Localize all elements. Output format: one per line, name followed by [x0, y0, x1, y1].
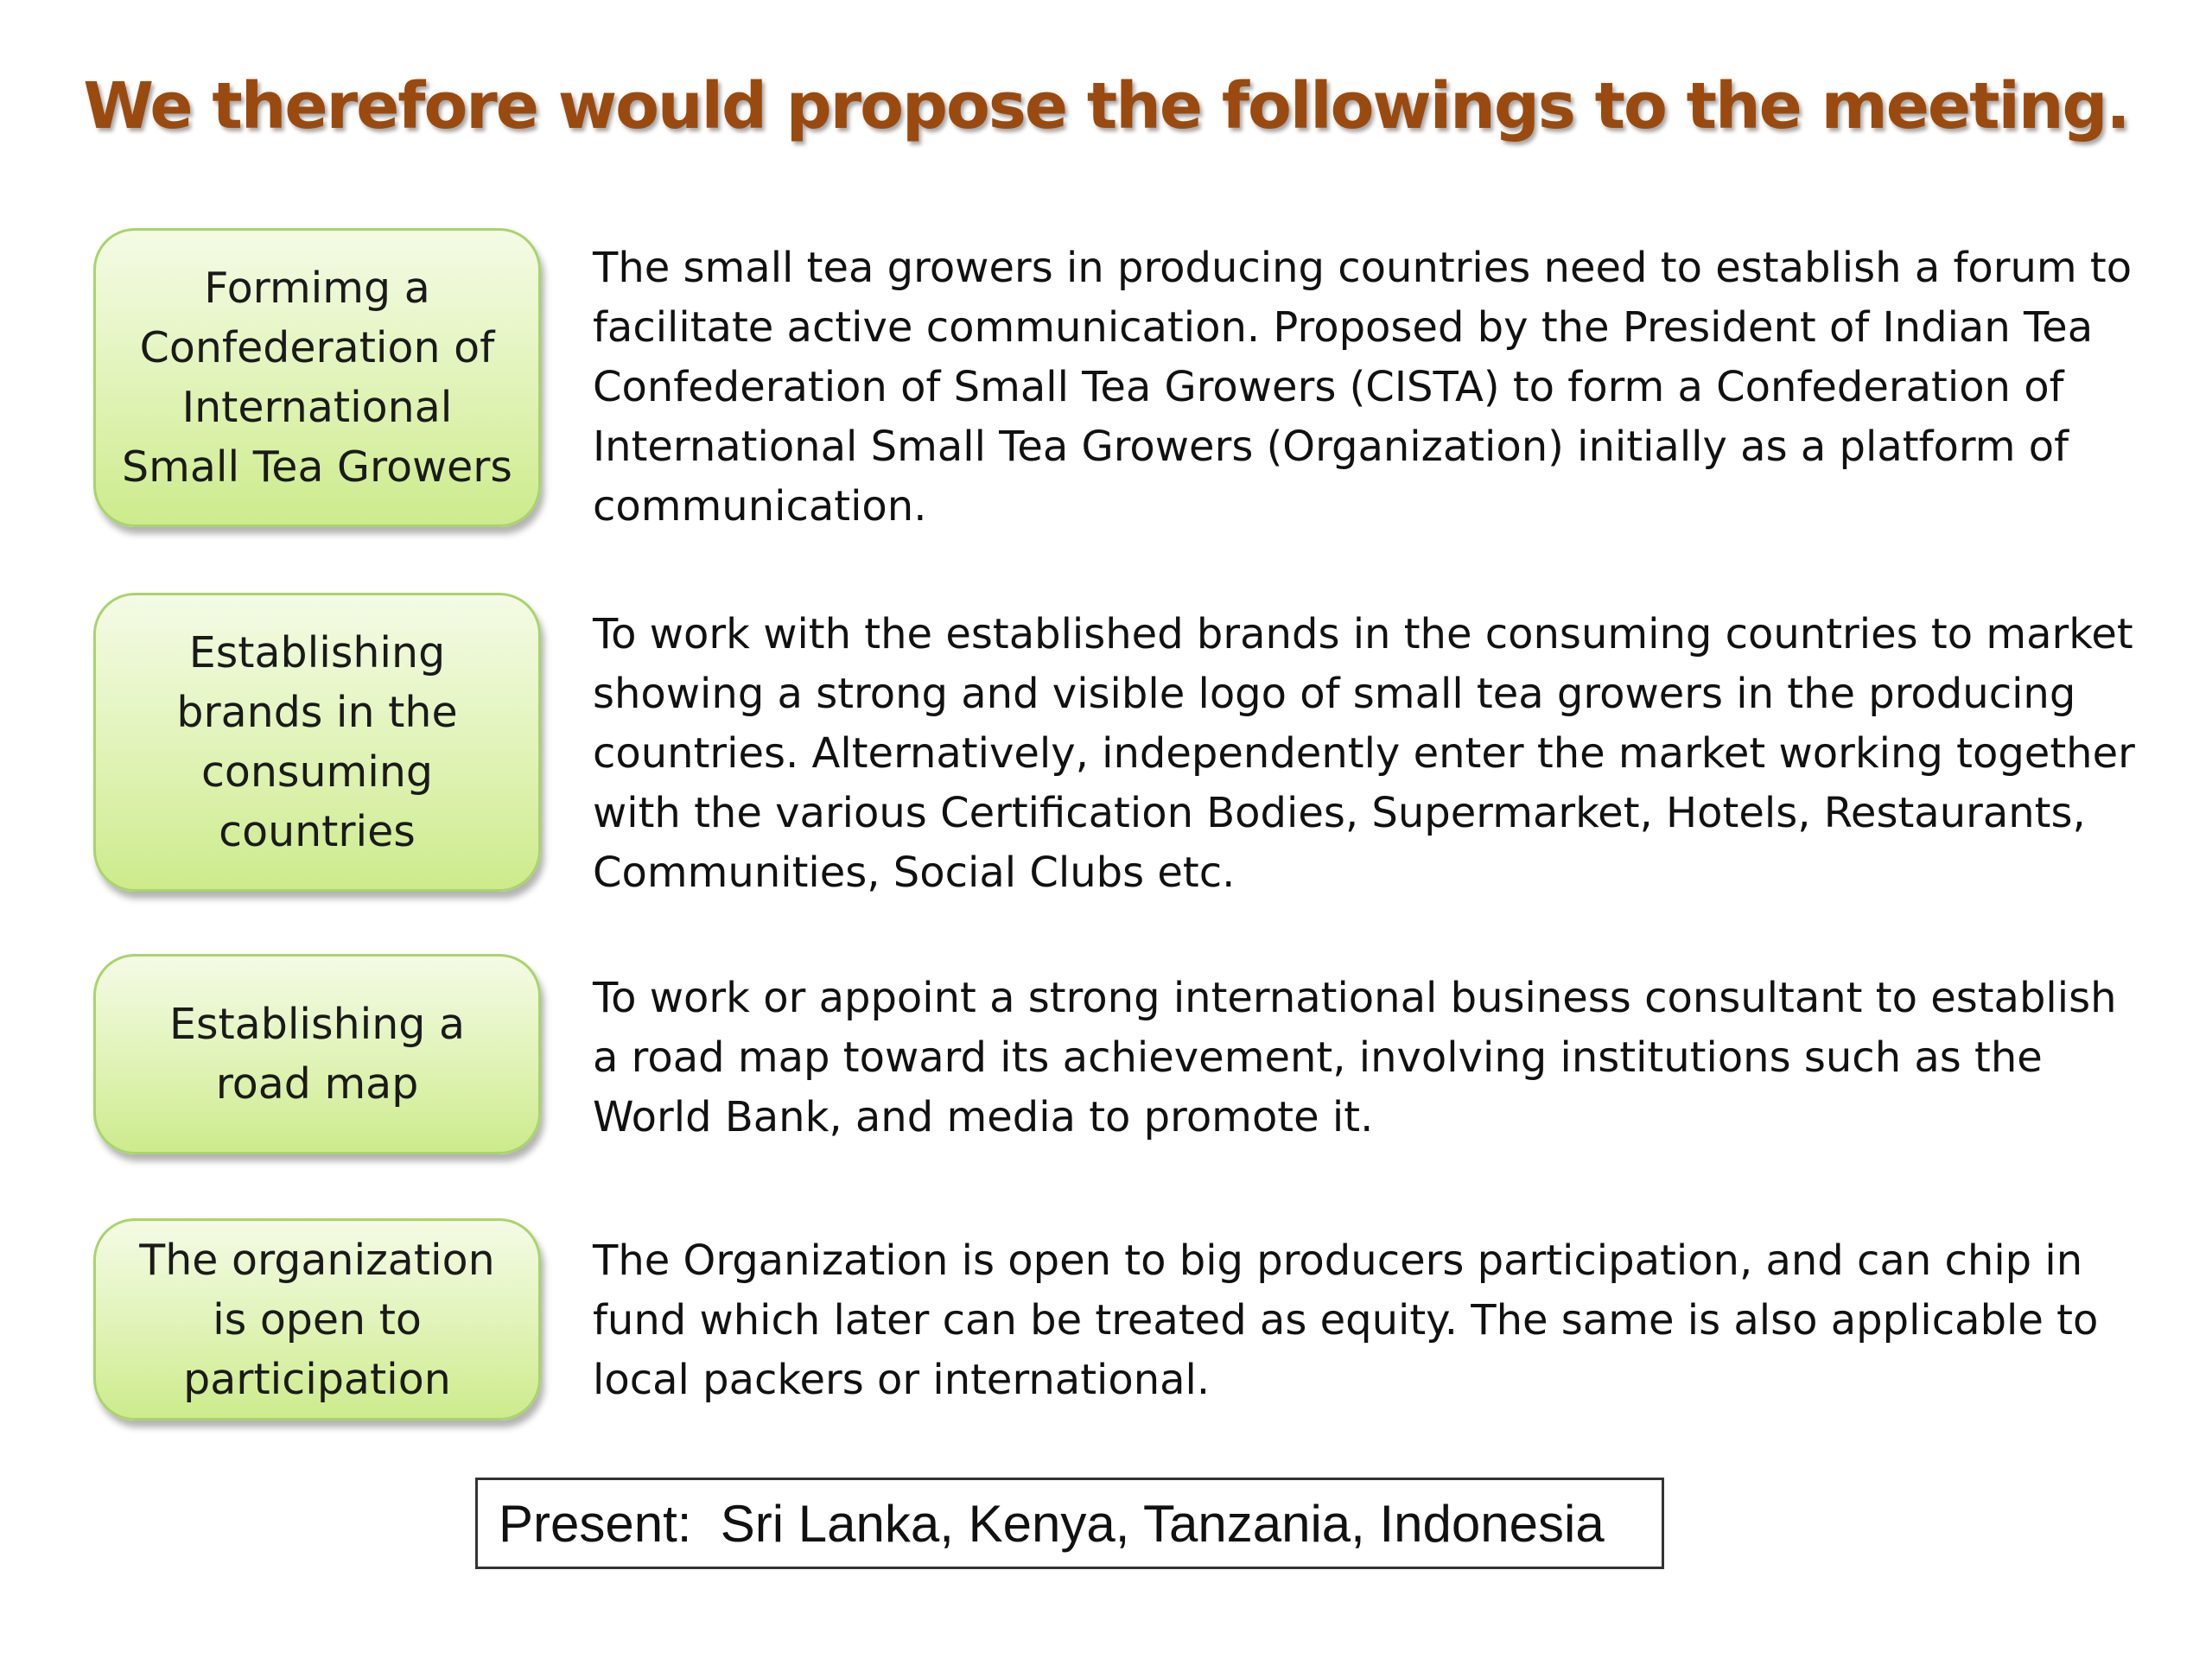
- proposal-label-text: Establishing a road map: [168, 1000, 466, 1109]
- proposal-label-brands: [93, 593, 541, 892]
- proposal-label-participation: [93, 1218, 541, 1421]
- proposal-description-brands: To work with the established brands in the consuming countries to market showing a strong and visible logo of small tea growers in the producing countries. Alternatively, independently enter the market working together with the various Certification Bodies, Supermarket, Hotels, Restaurants, Communities, Social Clubs etc.: [593, 610, 2135, 897]
- proposal-label-road-map: [93, 954, 541, 1154]
- proposal-description-participation: The Organization is open to big producers participation, and can chip in fund which later can be treated as equity. The same is also applicable to local packers or international.: [593, 1236, 2099, 1404]
- present-countries-box: [475, 1478, 1664, 1569]
- proposal-label-text: The organization is open to participation: [139, 1235, 495, 1404]
- slide-title: We therefore would propose the followings to the meeting.: [83, 69, 2129, 143]
- proposal-label-text: Establishing brands in the consuming countries: [176, 628, 458, 856]
- proposal-description-road-map: To work or appoint a strong international business consultant to establish a road map toward its achievement, involving institutions such as the World Bank, and media to promote it.: [593, 974, 2117, 1141]
- present-countries-text: Present: Sri Lanka, Kenya, Tanzania, Indonesia: [499, 1494, 1605, 1553]
- proposal-description-confederation: The small tea growers in producing countries need to establish a forum to facilitate active communication. Proposed by the President of Indian Tea Confederation of Small Tea Growers (CISTA) to form a Confederation of International Small Tea Growers (Organization) initially as a platform of communication.: [593, 244, 2133, 531]
- proposal-label-confederation: [93, 228, 541, 527]
- proposal-label-text: Formimg a Confederation of International Small Tea Growers: [122, 264, 512, 492]
